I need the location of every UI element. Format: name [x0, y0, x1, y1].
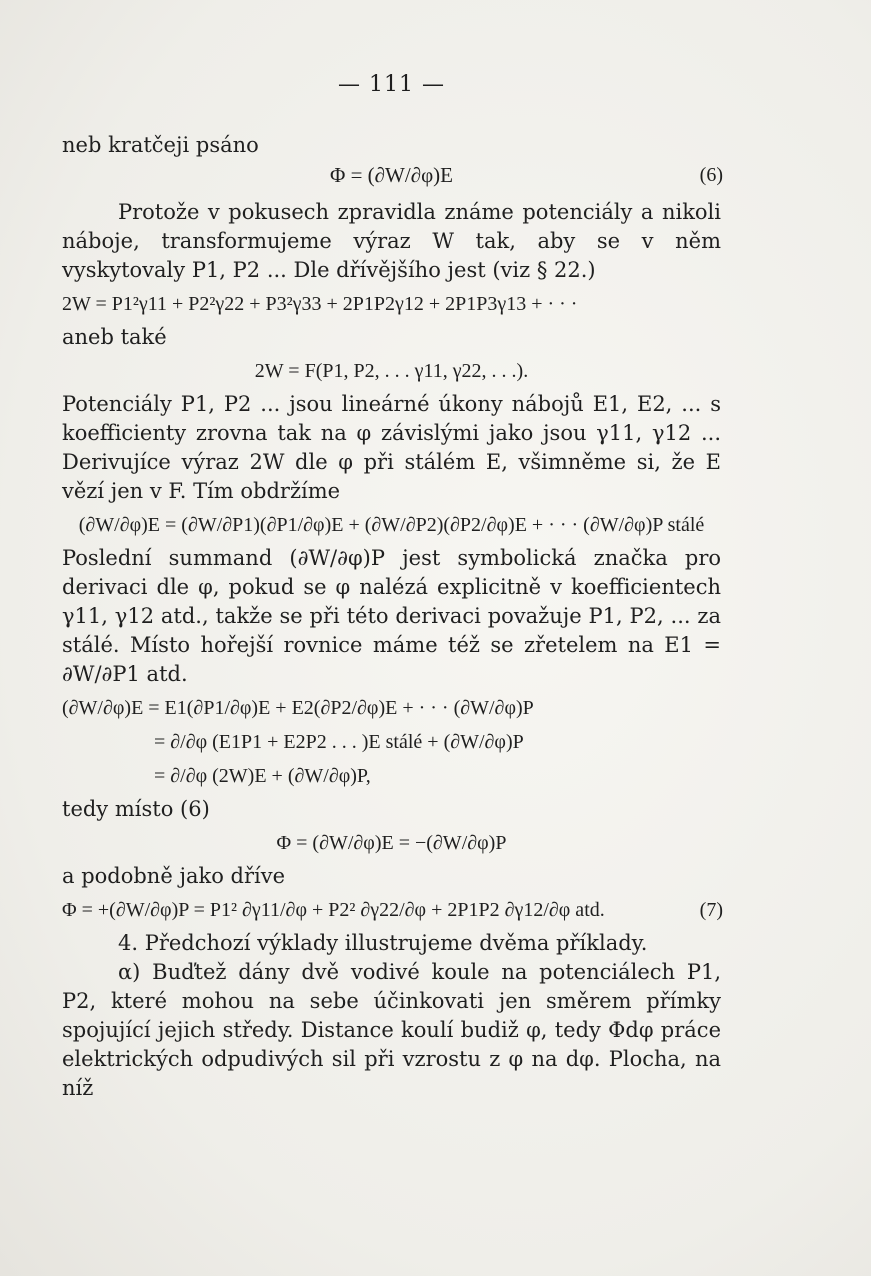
equation-6-body: Φ = (∂W/∂φ)E — [329, 163, 454, 187]
paragraph-alpha: α) Buďtež dány dvě vodivé koule na potenciálech P1, P2, které mohou na sebe účinkovati jen směrem přímky spojující jejich středy. Distance koulí budiž φ, tedy Φdφ práce elektrických odpudivých sil při vzrostu z φ na dφ. Plocha, na níž — [62, 960, 721, 1100]
equation-6-number: (6) — [699, 164, 723, 186]
aneb-text: aneb také — [62, 325, 167, 349]
equation-a: (∂W/∂φ)E = E1(∂P1/∂φ)E + E2(∂P2/∂φ)E + · · · (∂W/∂φ)P — [62, 697, 534, 719]
equation-w-expansion: 2W = P1²γ11 + P2²γ22 + P3²γ33 + 2P1P2γ12 + 2P1P3γ13 + · · · — [62, 293, 578, 315]
intro-text: neb kratčeji psáno — [62, 133, 259, 157]
section-4-heading: 4. Předchozí výklady illustrujeme dvěma příklady. — [118, 931, 648, 955]
equation-derivative: (∂W/∂φ)E = (∂W/∂P1)(∂P1/∂φ)E + (∂W/∂P2)(∂P2/∂φ)E + · · · (∂W/∂φ)P stálé — [78, 514, 705, 536]
tedy-text: tedy místo (6) — [62, 797, 210, 821]
equation-b: = ∂/∂φ (E1P1 + E2P2 . . . )E stálé + (∂W/∂φ)P — [154, 731, 524, 753]
podobne-text: a podobně jako dříve — [62, 864, 286, 888]
equation-w-function: 2W = F(P1, P2, . . . γ11, γ22, . . .). — [254, 360, 529, 382]
equation-7 — [62, 895, 721, 925]
equation-7-number: (7) — [699, 899, 723, 921]
paragraph-3: Poslední summand (∂W/∂φ)P jest symbolická značka pro derivaci dle φ, pokud se φ nalézá explicitně v koefficientech γ11, γ12 atd., takže se při této derivaci považuje P1, P2, ... za stálé. Místo hořejší rovnice máme též se zřetelem na E1 = ∂W/∂P1 atd. — [62, 546, 721, 686]
paragraph-1: Protože v pokusech zpravidla známe potenciály a nikoli náboje, transformujeme výraz W tak, aby se v něm vyskytovaly P1, P2 ... Dle dřívějšího jest (viz § 22.) — [62, 200, 721, 282]
page-number: — 111 — — [338, 72, 445, 97]
equation-6 — [62, 160, 721, 190]
equation-7-body: Φ = +(∂W/∂φ)P = P1² ∂γ11/∂φ + P2² ∂γ22/∂φ + 2P1P2 ∂γ12/∂φ atd. — [62, 899, 605, 921]
equation-c: = ∂/∂φ (2W)E + (∂W/∂φ)P, — [154, 765, 371, 787]
paragraph-2: Potenciály P1, P2 ... jsou lineárné úkony nábojů E1, E2, ... s koefficienty zrovna tak na φ závislými jako jsou γ11, γ12 ... Derivujíce výraz 2W dle φ při stálém E, všimněme si, že E vězí jen v F. Tím obdržíme — [62, 392, 721, 503]
equation-phi: Φ = (∂W/∂φ)E = −(∂W/∂φ)P — [276, 832, 507, 854]
